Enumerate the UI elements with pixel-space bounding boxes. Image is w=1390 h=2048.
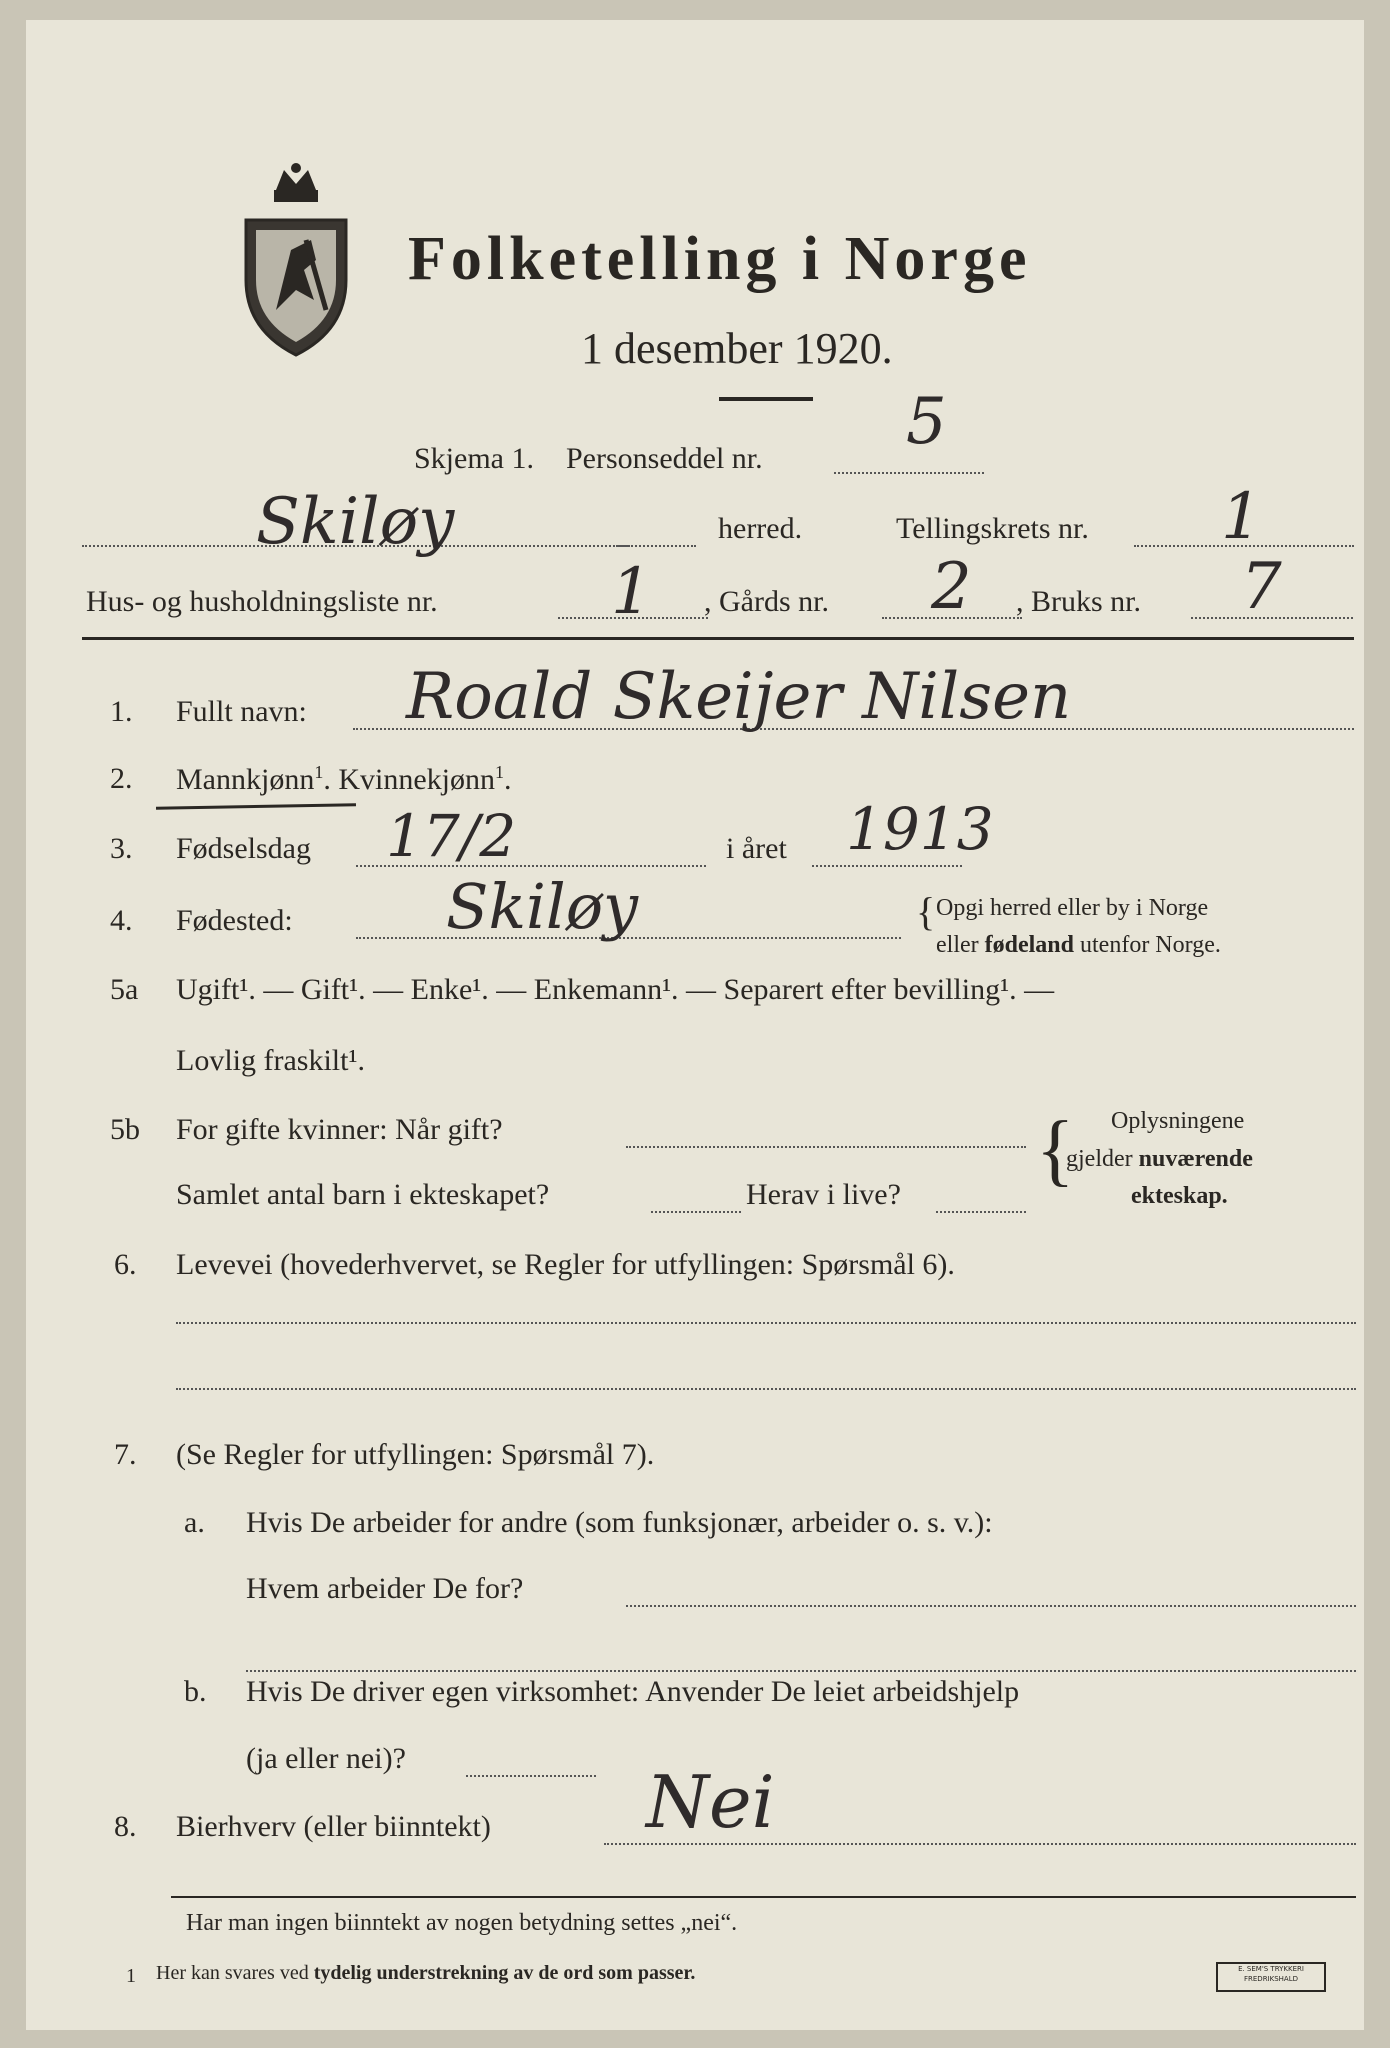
- gards-label: , Gårds nr.: [704, 585, 829, 618]
- option-mannkjonn[interactable]: Mannkjønn$^1$. Kvinnekjønn$^1$.: [176, 762, 512, 796]
- form-title: Folketelling i Norge: [408, 225, 1032, 293]
- q7a-employer-label: Hvem arbeider De for?: [246, 1572, 524, 1605]
- q3-year-label: i året: [726, 832, 787, 865]
- printer-mark: E. SEM'S TRYKKERI FREDRIKSHALD: [1216, 1962, 1326, 1992]
- gards-value: 2: [931, 550, 972, 624]
- q7-label: (Se Regler for utfyllingen: Spørsmål 7).: [176, 1438, 655, 1471]
- tellingskrets-label: Tellingskrets nr.: [896, 512, 1089, 545]
- birthplace-value: Skiløy: [446, 870, 639, 943]
- q2-number: 2.: [110, 762, 133, 795]
- q8-number: 8.: [114, 1810, 137, 1843]
- q8-label: Bierhverv (eller biinntekt): [176, 1810, 491, 1843]
- q7-number: 7.: [114, 1438, 137, 1471]
- q3-number: 3.: [110, 832, 133, 865]
- q4-number: 4.: [110, 904, 133, 937]
- children-count-field[interactable]: [651, 1211, 741, 1213]
- q1-number: 1.: [110, 695, 133, 728]
- husliste-label: Hus- og husholdningsliste nr.: [86, 585, 438, 618]
- employer-field-1[interactable]: [626, 1605, 1356, 1607]
- marital-options[interactable]: Ugift¹. — Gift¹. — Enke¹. — Enkemann¹. — Separert efter bevilling¹. —: [176, 973, 1055, 1006]
- herred-field-tail: [616, 545, 696, 547]
- q5b-note-line3: ekteskap.: [1131, 1183, 1228, 1209]
- q6-number: 6.: [114, 1248, 137, 1281]
- footer-note: Har man ingen biinntekt av nogen betydning settes „nei“.: [186, 1910, 738, 1936]
- skjema-label: Skjema 1.: [414, 442, 534, 475]
- tellingskrets-value: 1: [1221, 480, 1262, 554]
- occupation-field-2[interactable]: [176, 1388, 1356, 1390]
- header-rule: [82, 637, 1354, 640]
- q6-label: Levevei (hovederhvervet, se Regler for utfyllingen: Spørsmål 6).: [176, 1248, 955, 1281]
- q5b-alive-label: Herav i live?: [746, 1178, 901, 1211]
- marriage-date-field[interactable]: [626, 1146, 1026, 1148]
- footnote-text: Her kan svares ved tydelig understrekning av de ord som passer.: [156, 1962, 696, 1984]
- title-divider: [719, 397, 813, 401]
- husliste-value: 1: [611, 555, 652, 629]
- children-alive-field[interactable]: [936, 1211, 1026, 1213]
- herred-value: Skiløy: [256, 485, 455, 559]
- option-mannkjonn-label: Mannkjønn: [176, 763, 315, 796]
- q5b-note-line1: Oplysningene: [1111, 1108, 1245, 1134]
- coat-of-arms-icon: [236, 160, 356, 360]
- q5b-label: For gifte kvinner: Når gift?: [176, 1113, 503, 1146]
- census-form: [26, 20, 1364, 2030]
- q5b-children-label: Samlet antal barn i ekteskapet?: [176, 1178, 550, 1211]
- personseddel-field[interactable]: [834, 472, 984, 474]
- side-income-value: Nei: [646, 1760, 775, 1844]
- bruks-value: 7: [1241, 550, 1282, 624]
- full-name-value: Roald Skeijer Nilsen: [406, 660, 1072, 734]
- employer-field-2[interactable]: [246, 1670, 1356, 1672]
- hired-help-field[interactable]: [466, 1775, 596, 1777]
- q1-label: Fullt navn:: [176, 695, 307, 728]
- q4-note-line2: eller fødeland utenfor Norge.: [936, 932, 1221, 958]
- q7b-letter: b.: [184, 1675, 207, 1708]
- q7b-label: Hvis De driver egen virksomhet: Anvender De leiet arbeidshjelp: [246, 1675, 1020, 1708]
- census-date: 1 desember 1920.: [581, 324, 893, 373]
- q7b-yesno-label: (ja eller nei)?: [246, 1742, 406, 1775]
- personseddel-value: 5: [906, 385, 947, 459]
- q7a-letter: a.: [184, 1506, 205, 1539]
- q5b-number: 5b: [110, 1113, 140, 1146]
- herred-label: herred.: [718, 512, 803, 545]
- bruks-label: , Bruks nr.: [1016, 585, 1142, 618]
- footer-rule: [171, 1896, 1356, 1898]
- q5b-brace: {: [1036, 1106, 1075, 1194]
- option-kvinnekjonn-label: . Kvinnekjønn: [323, 763, 495, 796]
- q4-label: Fødested:: [176, 904, 293, 937]
- birth-year-field[interactable]: [812, 865, 962, 867]
- birth-year-value: 1913: [846, 795, 994, 863]
- q3-label: Fødselsdag: [176, 832, 311, 865]
- q5b-note-line2: gjelder nuværende: [1066, 1146, 1253, 1172]
- marital-options-line2[interactable]: Lovlig fraskilt¹.: [176, 1044, 365, 1077]
- birthday-value: 17/2: [386, 802, 517, 870]
- footnote-number: 1: [126, 1965, 136, 1987]
- q7a-label: Hvis De arbeider for andre (som funksjonær, arbeider o. s. v.):: [246, 1506, 993, 1539]
- q4-note-line1: Opgi herred eller by i Norge: [936, 895, 1209, 921]
- q5a-number: 5a: [110, 973, 139, 1006]
- occupation-field-1[interactable]: [176, 1322, 1356, 1324]
- personseddel-label: Personseddel nr.: [566, 442, 763, 475]
- q4-brace: {: [916, 889, 936, 934]
- mannkjonn-underline-mark: [156, 803, 356, 809]
